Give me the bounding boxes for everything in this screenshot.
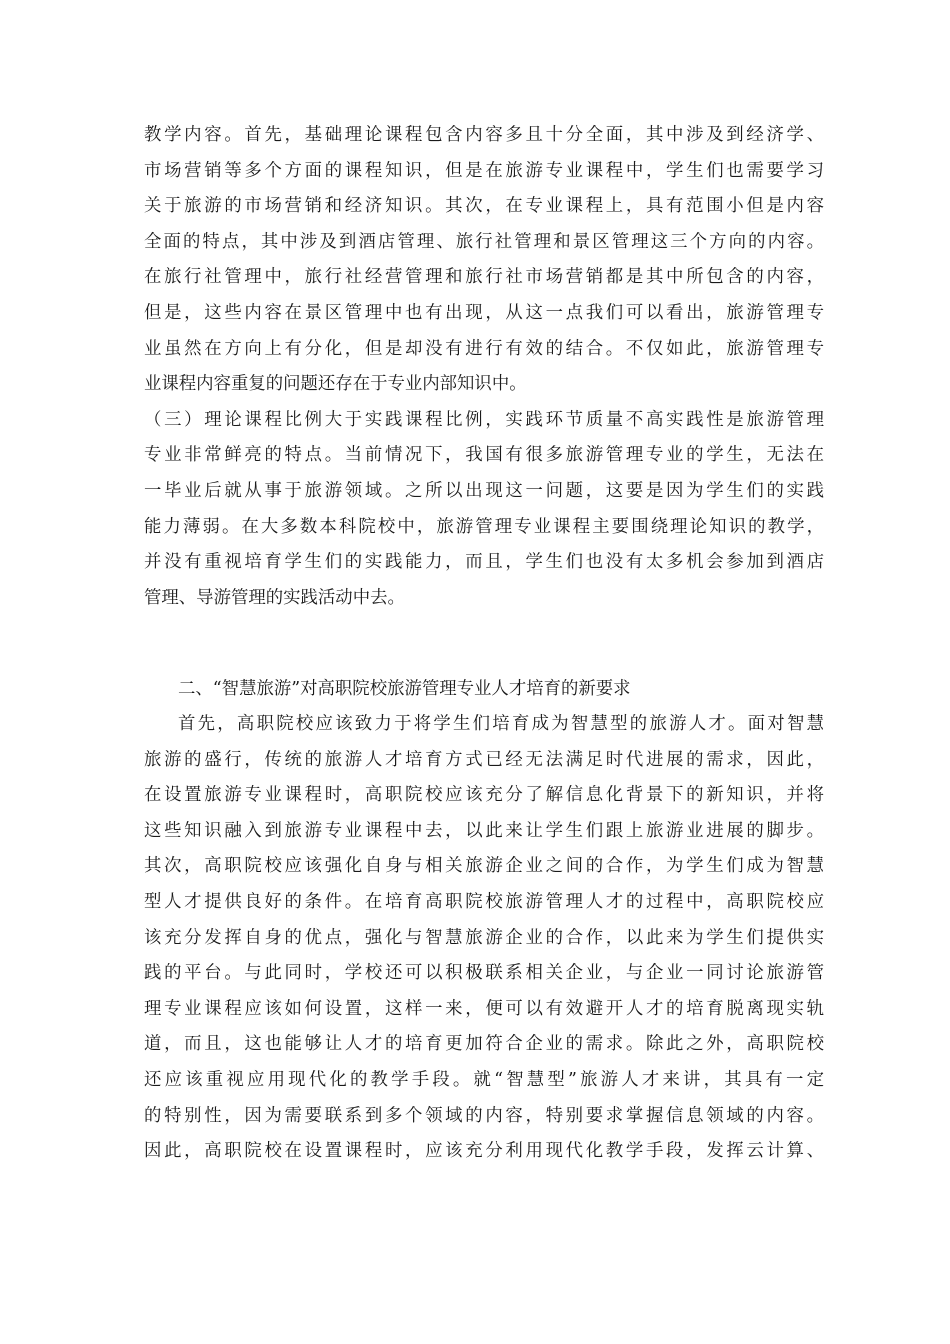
- text-line: （三）理论课程比例大于实践课程比例，实践环节质量不高实践性是旅游管理: [144, 409, 824, 430]
- text-line: 道，而且，这也能够让人才的培育更加符合企业的需求。除此之外，高职院校: [144, 1034, 824, 1055]
- text-line: 能力薄弱。在大多数本科院校中，旅游管理专业课程主要围绕理论知识的教学，: [144, 516, 824, 537]
- section-heading: 二、“智慧旅游”对高职院校旅游管理专业人才培育的新要求: [178, 679, 631, 699]
- text-line: 其次，高职院校应该强化自身与相关旅游企业之间的合作，为学生们成为智慧: [144, 856, 824, 877]
- text-line: 在设置旅游专业课程时，高职院校应该充分了解信息化背景下的新知识，并将: [144, 785, 824, 806]
- text-line: 这些知识融入到旅游专业课程中去，以此来让学生们跟上旅游业进展的脚步。: [144, 820, 824, 841]
- text-line: 专业非常鲜亮的特点。当前情况下，我国有很多旅游管理专业的学生，无法在: [144, 445, 824, 466]
- text-line: 市场营销等多个方面的课程知识，但是在旅游专业课程中，学生们也需要学习: [144, 160, 824, 181]
- paragraph-block-2: [144, 707, 824, 1170]
- text-line: 在旅行社管理中，旅行社经营管理和旅行社市场营销都是其中所包含的内容，: [144, 267, 824, 288]
- text-line: 旅游的盛行，传统的旅游人才培育方式已经无法满足时代进展的需求，因此，: [144, 749, 824, 770]
- text-line: 的特别性，因为需要联系到多个领域的内容，特别要求掌握信息领域的内容。: [144, 1105, 824, 1126]
- text-line: 首先，高职院校应该致力于将学生们培育成为智慧型的旅游人才。面对智慧: [178, 714, 824, 734]
- text-line: 因此，高职院校在设置课程时，应该充分利用现代化教学手段，发挥云计算、: [144, 1141, 824, 1162]
- text-line: 该充分发挥自身的优点，强化与智慧旅游企业的合作，以此来为学生们提供实: [144, 927, 824, 948]
- text-line: 并没有重视培育学生们的实践能力，而且，学生们也没有太多机会参加到酒店: [144, 552, 824, 573]
- text-line: 业虽然在方向上有分化，但是却没有进行有效的结合。不仅如此，旅游管理专: [144, 338, 824, 359]
- text-line: 但是，这些内容在景区管理中也有出现，从这一点我们可以看出，旅游管理专: [144, 302, 824, 323]
- text-line: 全面的特点，其中涉及到酒店管理、旅行社管理和景区管理这三个方向的内容。: [144, 231, 824, 252]
- text-line: 关于旅游的市场营销和经济知识。其次，在专业课程上，具有范围小但是内容: [144, 196, 824, 217]
- text-line: 型人才提供良好的条件。在培育高职院校旅游管理人才的过程中，高职院校应: [144, 891, 824, 912]
- text-line: 业课程内容重复的问题还存在于专业内部知识中。: [144, 374, 527, 395]
- text-line: 教学内容。首先，基础理论课程包含内容多且十分全面，其中涉及到经济学、: [144, 125, 824, 145]
- text-line: 一毕业后就从事于旅游领域。之所以出现这一问题，这要是因为学生们的实践: [144, 480, 824, 501]
- text-line: 理专业课程应该如何设置，这样一来，便可以有效避开人才的培育脱离现实轨: [144, 998, 824, 1019]
- text-line: 还应该重视应用现代化的教学手段。就“智慧型”旅游人才来讲，其具有一定: [144, 1069, 824, 1090]
- text-line: 管理、导游管理的实践活动中去。: [144, 587, 405, 608]
- paragraph-block-1: [144, 118, 824, 616]
- section-heading-block: [178, 672, 824, 708]
- text-line: 践的平台。与此同时，学校还可以积极联系相关企业，与企业一同讨论旅游管: [144, 963, 824, 984]
